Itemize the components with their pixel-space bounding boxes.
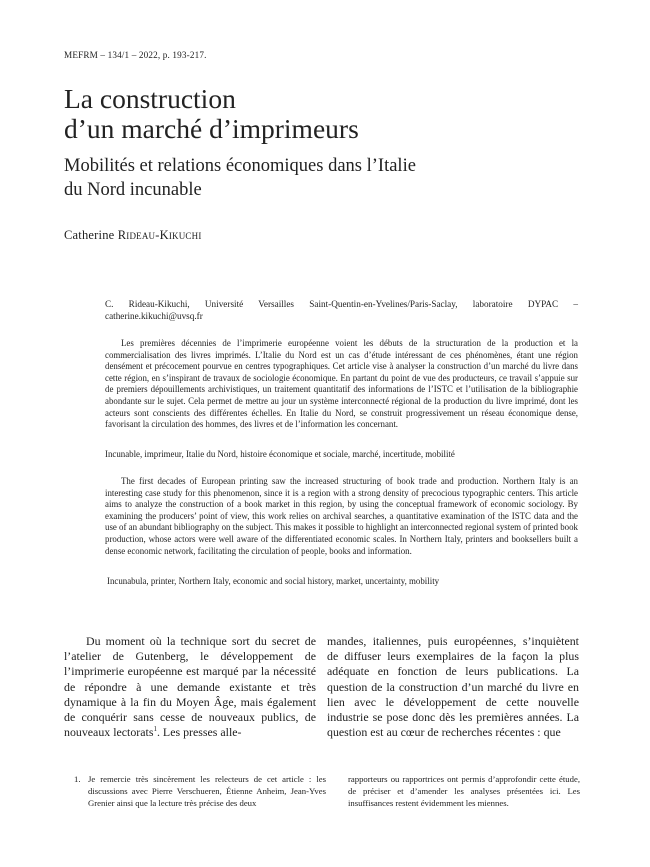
author-last-name: Rideau-Kikuchi xyxy=(117,228,202,242)
article-title-line-1: La construction xyxy=(64,83,236,114)
footnote-right-text: rapporteurs ou rapportrices ont permis d’approfondir cette étude, de préciser et d’amender les analyses présentées ici. Les insuffisances restent évidemment les miennes. xyxy=(348,774,580,808)
footnote-number: 1. xyxy=(74,774,81,784)
article-title xyxy=(64,84,584,144)
author-affiliation: C. Rideau-Kikuchi, Université Versailles Saint-Quentin-en-Yvelines/Paris-Saclay, laboratoire DYPAC – catherine.kikuchi@uvsq.fr xyxy=(105,299,578,321)
author-name xyxy=(64,228,202,243)
author-first-name: Catherine xyxy=(64,228,118,242)
keywords-french: Incunable, imprimeur, Italie du Nord, histoire économique et sociale, marché, incertitude, mobilité xyxy=(105,449,455,459)
article-subtitle xyxy=(64,154,584,202)
journal-reference: MEFRM – 134/1 – 2022, p. 193-217. xyxy=(64,50,207,60)
abstract-french: Les premières décennies de l’imprimerie européenne voient les débuts de la structuration de la production et la commercialisation des livres imprimés. L’Italie du Nord est un cas d’étude intéressant de ces phénomènes, étant une région densément et précocement pourvue en centres typographiques. Cet article vise à analyser la construction d’un marché du livre dans cette région, en s’inspirant de travaux de sociologie économique. En partant du point de vue des producteurs, ce travail s’appuie sur de premiers dépouillements archivistiques, un traitement quantitatif des informations de l’ISTC et l’utilisation de la bibliographie abondante sur le sujet. Cela permet de mettre au jour un système interconnecté régional de la production du livre imprimé, dont les acteurs sont conscients des différentes échelles. En Italie du Nord, se construit progressivement un réseau économique dense, favorisant la circulation des hommes, des livres et de l’information les concernant. xyxy=(105,338,578,430)
body-left-tail: . Les presses alle- xyxy=(156,725,242,740)
footnote-reference[interactable]: 1 xyxy=(153,725,157,734)
body-left-text: Du moment où la technique sort du secret de l’atelier de Gutenberg, le développement de l’imprimerie européenne est marqué par la nécessité de répondre à une demande existante et très dynamique à la fin du Moyen Âge, mais également de conquérir sans cesse de nouveaux publics, de nouveaux lectorats xyxy=(64,634,316,740)
abstract-english: The first decades of European printing saw the increased structuring of book trade and production. Northern Italy is an interesting case study for this phenomenon, since it is a region with a strong density of precocious typographic centers. This article aims to analyze the construction of a book market in this region, by using the conceptual framework of economic sociology. By examining the producers’ point of view, this work relies on archival searches, a quantitative examination of the ISTC data and the use of an abundant bibliography on the subject. This makes it possible to highlight an interconnected regional system of printed book production, whose actors were well aware of the differentiated economic scales. In Northern Italy, printers and booksellers built a dense economic network, facilitating the circulation of people, books and information. xyxy=(105,476,578,556)
footnote-left-text: Je remercie très sincèrement les relecteurs de cet article : les discussions avec Pierre Verschueren, Étienne Anheim, Jean-Yves Grenier ainsi que la lecture très précise des deux xyxy=(88,774,326,808)
article-subtitle-line-2: du Nord incunable xyxy=(64,180,202,200)
footnote-left xyxy=(74,774,326,809)
article-title-line-2: d’un marché d’imprimeurs xyxy=(64,113,359,144)
body-column-left xyxy=(64,634,316,740)
keywords-english: Incunabula, printer, Northern Italy, economic and social history, market, uncertainty, mobility xyxy=(107,576,440,586)
article-subtitle-line-1: Mobilités et relations économiques dans l’Italie xyxy=(64,156,416,176)
body-column-right: mandes, italiennes, puis européennes, s’inquiètent de diffuser leurs exemplaires de la façon la plus adéquate en fonction de leurs publications. La question de la construction d’un marché du livre en lien avec le développement de cette nouvelle industrie se pose donc dès les premières années. La question est au cœur de recherches récentes : que xyxy=(327,634,579,740)
